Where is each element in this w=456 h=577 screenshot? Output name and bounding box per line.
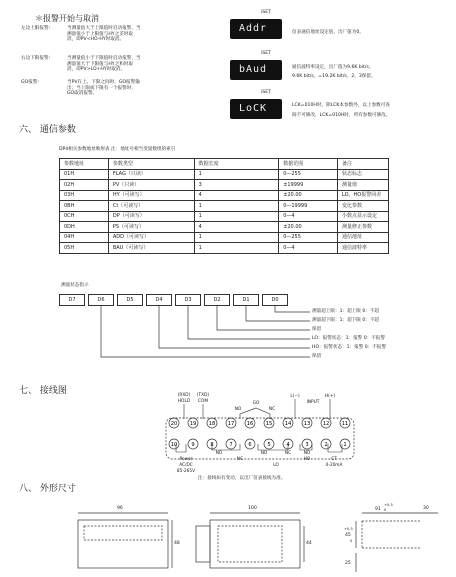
alarm-high-line: 测量值小于上限值与HY之差时取 (67, 31, 133, 37)
cell: 小数点显示设定 (338, 211, 389, 222)
cell: Ct（可读写） (108, 201, 194, 212)
cell: 1 (194, 232, 279, 243)
front-window (84, 526, 162, 540)
wiring-label: COM (197, 399, 209, 404)
section6-title: 六、 通信参数 (19, 125, 76, 135)
wiring-label: INPUT (306, 400, 320, 405)
cell: 4 (194, 222, 279, 233)
alarm-high-label: 左边上限报警: (21, 26, 51, 31)
alarm-low-line: 测量值大于下限值与HY之和时取 (67, 61, 133, 67)
dim-label: 100 (248, 506, 257, 511)
terminal-number: 7 (229, 442, 233, 448)
terminal-number: 3 (305, 442, 309, 448)
wiring-label: NO (234, 407, 242, 412)
terminal-number: 9 (191, 442, 195, 448)
device-desc-addr: 仪表通信地址设定值，出厂值为0。 (292, 30, 364, 35)
bit-box: D5 (117, 294, 143, 306)
cell: 0—4 (279, 243, 338, 254)
bit-box: D2 (204, 294, 230, 306)
alarm-title: ＊报警开始与取消 (35, 14, 99, 23)
terminal-number: 4 (286, 442, 290, 448)
terminal-number: 20 (170, 421, 178, 427)
cell: 0—19999 (279, 201, 338, 212)
cell: 0—255 (279, 169, 338, 180)
wiring-label: NO (215, 451, 223, 456)
col-header: 参数地址 (60, 159, 109, 170)
terminal-number: 2 (324, 442, 328, 448)
wiring-label: Power (179, 457, 193, 462)
cell: 测量值 (338, 180, 389, 191)
wiring-label: CT (331, 457, 337, 462)
cell: 4 (194, 190, 279, 201)
terminal-number: 17 (227, 421, 235, 427)
cell: 02H (60, 180, 109, 191)
col-header: 数据范围 (279, 159, 338, 170)
wiring-label: H(+) (324, 394, 336, 399)
cell: 04H (60, 232, 109, 243)
wiring-label: AC/DC (179, 463, 193, 468)
cell: 1 (194, 211, 279, 222)
alarm-go-line: GO取消报警。 (67, 91, 98, 97)
cell: FLAG（只读） (108, 169, 194, 180)
wiring-label: GO (252, 401, 260, 406)
dim-label: 96 (117, 506, 123, 511)
cell: BAU（可读写） (108, 243, 194, 254)
side-view (210, 520, 300, 568)
terminal-number: 5 (267, 442, 271, 448)
terminal-number: 12 (322, 421, 330, 427)
device-tag: iSET (261, 90, 271, 95)
col-header: 数据长度 (194, 159, 279, 170)
bit-note: 测量超下限：1：超下限 0：不超 (312, 318, 380, 323)
bit-note: 保留 (312, 327, 322, 332)
lcd-text: LoCK (239, 103, 268, 114)
device-desc-line: LCK=010H时，除LCK本参数外，以上参数可查 (292, 103, 390, 108)
col-header: 参数类型 (108, 159, 194, 170)
bit-note: LO：报警状态：1：报警 0：不报警 (312, 336, 386, 341)
wiring-label: NO (303, 451, 311, 456)
cell: 测量修正参数 (338, 222, 389, 233)
wiring-label: HOLD (177, 399, 191, 404)
bit-box: D0 (262, 294, 288, 306)
cell: 0—255 (279, 232, 338, 243)
wiring-label: (TXD) (196, 393, 210, 398)
cell: PV（只读） (108, 180, 194, 191)
terminal-number: 16 (246, 421, 254, 427)
lcd-text: bAud (239, 64, 268, 75)
wiring-label: (RXD) (177, 393, 191, 398)
terminal-number: 6 (248, 442, 252, 448)
bit-box: D6 (88, 294, 114, 306)
cell: 通信地址 (338, 232, 389, 243)
terminal-number: 13 (303, 421, 311, 427)
bit-note: 保留 (312, 354, 322, 359)
cell: ±20.00 (279, 222, 338, 233)
cell: LO、HO报警回差 (338, 190, 389, 201)
terminal-number: 10 (170, 442, 178, 448)
wiring-label: HO (303, 457, 311, 462)
bit-note: HO：报警状态：1：报警 0：不报警 (312, 345, 387, 350)
dim-label: 30 (423, 506, 429, 511)
device-desc-line: 9.6K bit/s，=19.2K bit/s，2，3保留。 (292, 73, 376, 79)
table-caption: DP4相关参数地址映射表 注：地址号相当变量数组的索引 (59, 147, 176, 152)
bit-note: 测量超上限：1：超上限 0：不超 (312, 309, 380, 314)
terminal-number: 14 (284, 421, 292, 427)
alarm-go-line: 出；当上限或下限有一个报警时， (67, 85, 136, 91)
alarm-go-line: 当PV在上、下限之间时，GO报警输 (67, 80, 140, 85)
cell: 1 (194, 201, 279, 212)
cell: DP（可读写） (108, 211, 194, 222)
terminal-number: 15 (265, 421, 273, 427)
device-desc-line: 阅不可修改，LCK=010H时，所有参数可修改。 (292, 112, 391, 118)
cell: 变比参数 (338, 201, 389, 212)
terminal-number: 18 (208, 421, 216, 427)
alarm-high-line: 当测量值大于上限值时启动报警，当 (67, 26, 141, 31)
dim-tolerance: +0.5 (344, 527, 353, 531)
device-desc-line: 通信波特率设定，出厂值为9.6K bit/s。 (292, 65, 374, 70)
wiring-label: 85-265V (176, 469, 196, 474)
cell: 05H (60, 243, 109, 254)
bit-box: D4 (146, 294, 172, 306)
dim-tolerance: 0 (384, 508, 387, 512)
dim-label: 91 (375, 507, 381, 512)
alarm-low-line: 消，即PV>LO+HY时取消。 (67, 67, 126, 73)
lcd-text: Addr (239, 23, 268, 34)
cell: 0—4 (279, 211, 338, 222)
cell: ADD（可读写） (108, 232, 194, 243)
dim-tolerance: 0 (350, 539, 353, 543)
cell: ±19999 (279, 180, 338, 191)
col-header: 备注 (338, 159, 389, 170)
bit-box: D1 (233, 294, 259, 306)
wiring-label: L(−) (290, 394, 300, 399)
wiring-note: 注：接线如有变动，以出厂仪表接线为准。 (198, 476, 286, 481)
section7-title: 七、 接线图 (19, 386, 67, 396)
device-tag: iSET (261, 51, 271, 56)
dim-label: 44 (306, 541, 312, 546)
cell: 01H (60, 169, 109, 180)
alarm-low-label: 右边下限报警: (21, 56, 51, 61)
wiring-label: NC (268, 407, 276, 412)
terminal-number: 11 (341, 421, 349, 427)
terminal-number: 19 (189, 421, 197, 427)
dim-label: 25 (345, 561, 351, 566)
cell: 0DH (60, 222, 109, 233)
cell: PS（可读写） (108, 222, 194, 233)
alarm-go-label: GO报警: (21, 80, 39, 85)
cell: 0BH (60, 201, 109, 212)
cell: 0CH (60, 211, 109, 222)
wiring-label: NO (260, 451, 268, 456)
cell: 03H (60, 190, 109, 201)
alarm-low-line: 当测量值小于下限值时启动报警，当 (67, 56, 141, 61)
cell: 3 (194, 180, 279, 191)
device-tag: iSET (261, 10, 271, 15)
wiring-label: LO (273, 463, 279, 468)
cell: ±20.00 (279, 190, 338, 201)
terminal-number: 8 (210, 442, 214, 448)
dim-label: 48 (174, 541, 180, 546)
terminal-number: 1 (343, 442, 347, 448)
cell: 状态标志 (338, 169, 389, 180)
front-view (78, 520, 168, 568)
dim-label: 45 (345, 533, 351, 538)
cell: 1 (194, 243, 279, 254)
status-caption: 测量状态指示 (61, 283, 89, 288)
bit-box: D7 (59, 294, 85, 306)
cell: 通信波特率 (338, 243, 389, 254)
wiring-label: 4-20mA (325, 463, 343, 468)
bit-box: D3 (175, 294, 201, 306)
wiring-label: NC (284, 451, 292, 456)
cell: 1 (194, 169, 279, 180)
cell: HY（可读写） (108, 190, 194, 201)
dim-tolerance: +0.5 (384, 503, 393, 507)
section8-title: 八、 外形尺寸 (19, 484, 76, 494)
wiring-label: NC (236, 457, 244, 462)
alarm-high-line: 消，即PV<HO-HY时取消。 (67, 37, 125, 43)
